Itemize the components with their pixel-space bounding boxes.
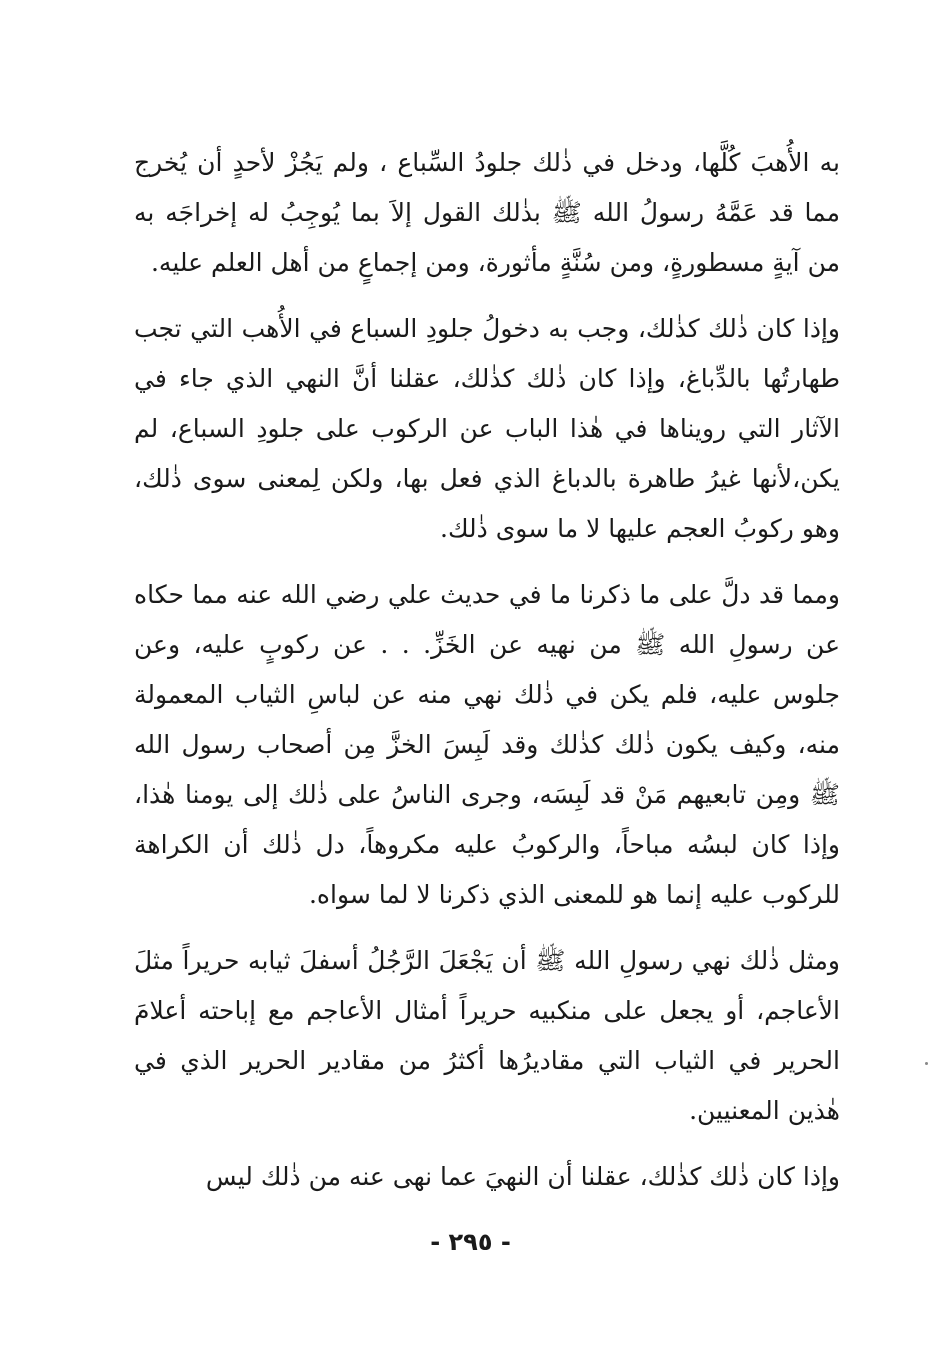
paragraph-3: ومما قد دلَّ على ما ذكرنا ما في حديث علي رضي الله عنه مما حكاه عن رسولِ الله ﷺ من نهيه عن الخَزِّ. . . عن ركوبٍ عليه، وعن جلوس عليه، فلم يكن في ذٰلك نهي منه عن لباسِ الثياب المعمولة منه، وكيف يكون ذٰلك كذٰلك وقد لَبِسَ الخزَّ مِن أصحاب رسول الله ﷺ ومِن تابعيهم مَنْ قد لَبِسَه، وجرى الناسُ على ذٰلك إلى يومنا هٰذا، وإذا كان لبسُه مباحاً، والركوبُ عليه مكروهاً، دل ذٰلك أن الكراهة للركوب عليه إنما هو للمعنى الذي ذكرنا لا لما سواه.: [134, 580, 840, 909]
paragraph-4: ومثل ذٰلك نهي رسولِ الله ﷺ أن يَجْعَلَ الرَّجُلُ أسفلَ ثيابه حريراً مثلَ الأعاجم، أو يجعل على منكبيه حريراً أمثال الأعاجم مع إباحته أعلامَ الحرير في الثياب التي مقاديرُها أكثرُ من مقادير الحرير الذي في هٰذين المعنيين.: [134, 946, 840, 1125]
paragraph-2: وإذا كان ذٰلك كذٰلك، وجب به دخولُ جلودِ السباع في الأُهب التي تجب طهارتُها بالدِّباغ، وإذا كان ذٰلك كذٰلك، عقلنا أنَّ النهي الذي جاء في الآثار التي رويناها في هٰذا الباب عن الركوب على جلودِ السباع، لم يكن،لأنها غيرُ طاهرة بالدباغ الذي فعل بها، ولكن لِمعنى سوى ذٰلك، وهو ركوبُ العجم عليها لا ما سوى ذٰلك.: [134, 314, 840, 543]
page-number: - ٢٩٥ -: [430, 1228, 511, 1256]
paragraph-1: به الأُهبَ كُلَّها، ودخل في ذٰلك جلودُ السِّباع ، ولم يَجُزْ لأحدٍ أن يُخرج مما قد عَمَّهُ رسولُ الله ﷺ بذٰلك القول إلاَ بما يُوجِبُ له إخراجَه به من آيةٍ مسطورةٍ، ومن سُنَّةٍ مأثورة، ومن إجماعٍ من أهل العلم عليه.: [134, 148, 840, 277]
paragraph-5: وإذا كان ذٰلك كذٰلك، عقلنا أن النهيَ عما نهى عنه من ذٰلك ليس: [205, 1162, 840, 1191]
body-text: [134, 138, 840, 1202]
scan-speck: [925, 1062, 928, 1065]
